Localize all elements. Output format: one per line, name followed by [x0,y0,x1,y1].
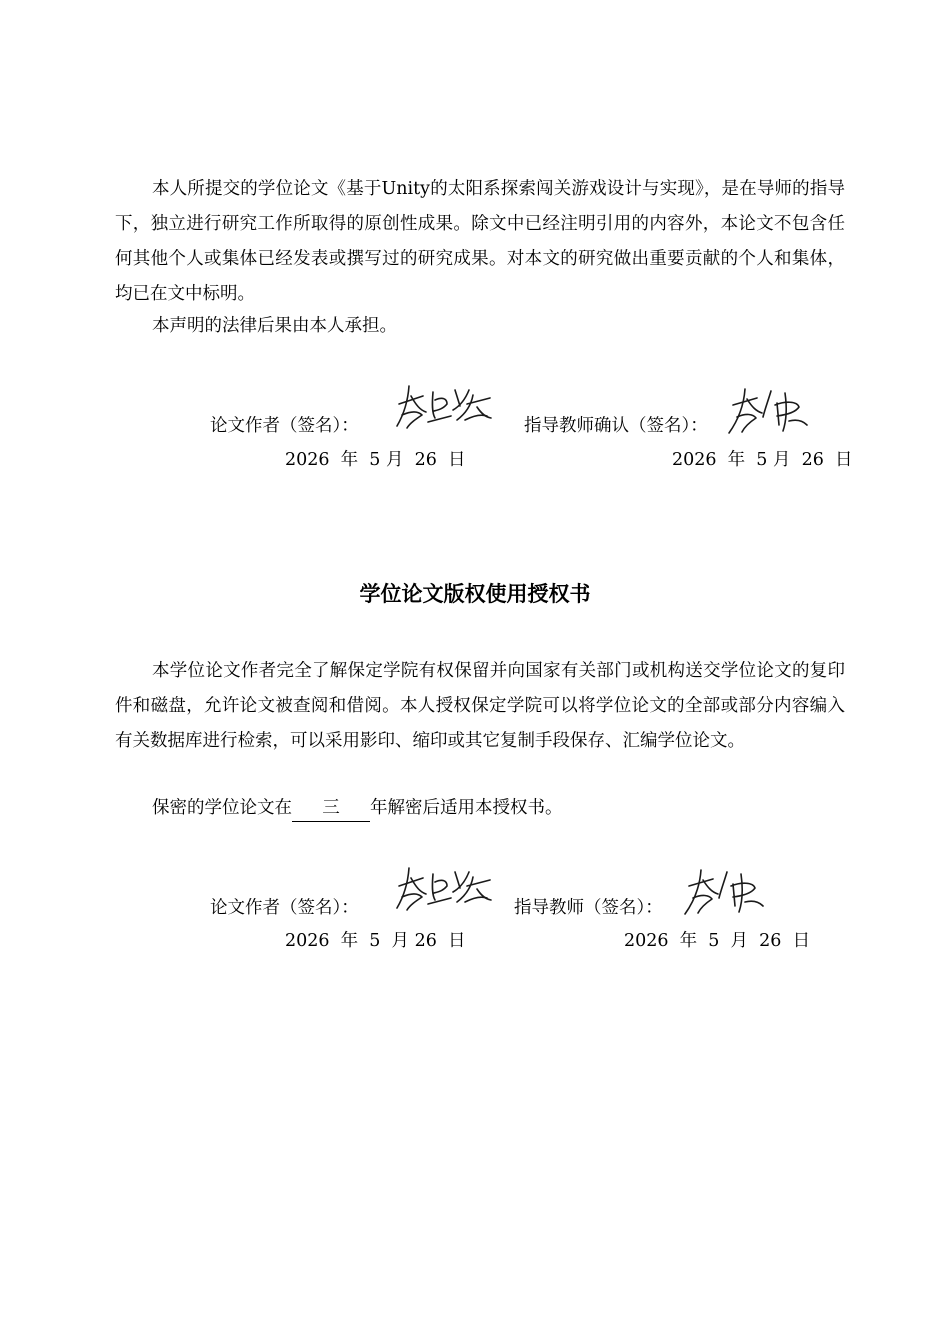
confidential-suffix: 年解密后适用本授权书。 [370,798,563,818]
confidential-years: 三 [292,795,370,822]
declaration-author-date: 2026 年 5 月 26 日 [285,450,466,470]
declaration-paragraph-1: 本人所提交的学位论文《基于Unity的太阳系探索闯关游戏设计与实现》，是在导师的指导下，独立进行研究工作所取得的原创性成果。除文中已经注明引用的内容外，本论文不包含任何其他个人或集体已经发表或撰写过的研究成果。对本文的研究做出重要贡献的个人和集体，均已在文中标明。 [115,179,845,304]
authorization-advisor-date: 2026 年 5 月 26 日 [624,931,811,951]
declaration-paragraph-2: 本声明的法律后果由本人承担。 [152,316,397,336]
authorization-advisor-label: 指导教师（签名）： [514,898,663,918]
confidentiality-statement [115,791,845,826]
authorization-author-date: 2026 年 5 月 26 日 [285,931,466,951]
declaration-author-signature [393,380,495,430]
declaration-advisor-date: 2026 年 5 月 26 日 [672,450,853,470]
authorization-title: 学位论文版权使用授权书 [359,582,591,606]
authorization-paragraph-1: 本学位论文作者完全了解保定学院有权保留并向国家有关部门或机构送交学位论文的复印件和磁盘，允许论文被查阅和借阅。本人授权保定学院可以将学位论文的全部或部分内容编入有关数据库进行检索，可以采用影印、缩印或其它复制手段保存、汇编学位论文。 [115,661,845,751]
declaration-advisor-label: 指导教师确认（签名）： [524,416,708,436]
authorization-author-signature [393,862,495,912]
authorization-author-label: 论文作者（签名）： [210,898,359,918]
declaration-author-label: 论文作者（签名）： [210,416,359,436]
declaration-advisor-signature [727,385,811,437]
authorization-advisor-signature [683,866,767,918]
confidential-prefix: 保密的学位论文在 [152,798,292,818]
